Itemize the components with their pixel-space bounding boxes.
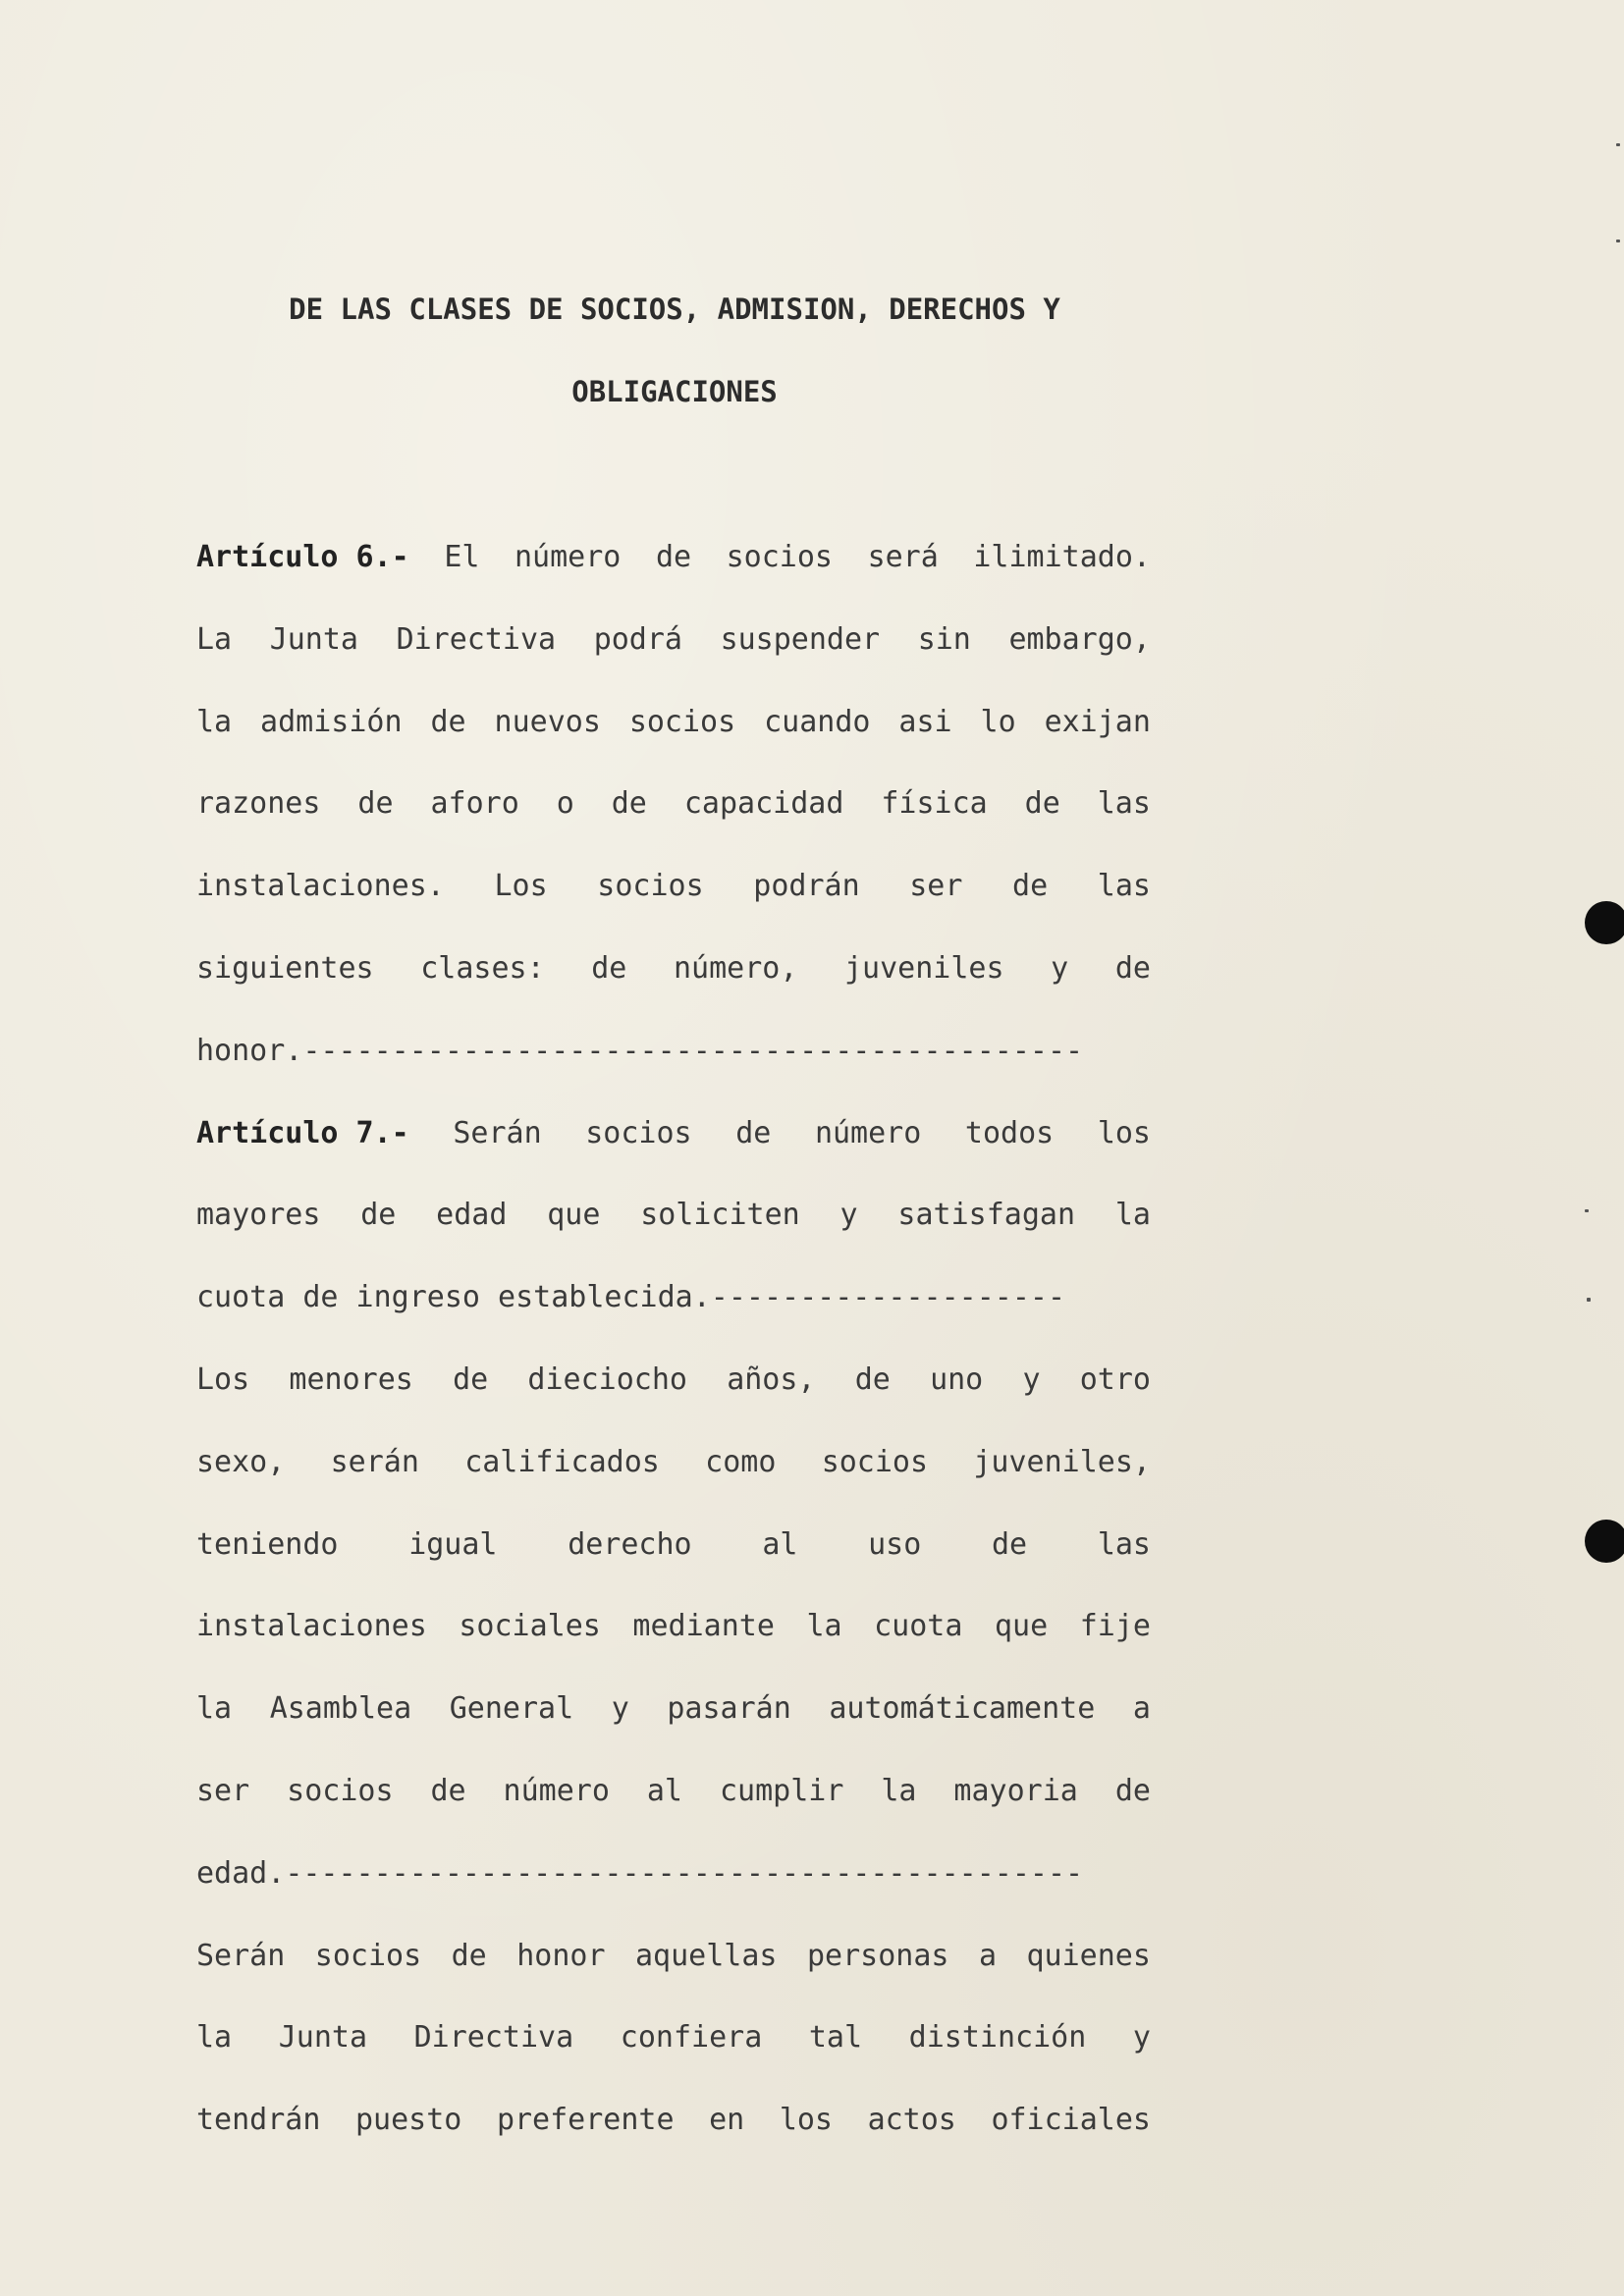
line-text: cuota de ingreso establecida. [196,1280,711,1314]
word: de [992,1527,1028,1562]
word: calificados [464,1445,660,1479]
word: de [430,705,466,739]
word: razones [196,786,321,821]
word: de [453,1362,489,1397]
word: sin [917,622,971,657]
word: de [611,786,647,821]
text-line [196,1937,1151,1976]
word: uso [868,1527,922,1562]
word: y [611,1691,629,1726]
word: de [1114,951,1151,986]
word: admisión [260,705,403,739]
word: lo [980,705,1016,739]
word: menores [289,1362,413,1397]
fill-dashes: -------------------- [710,1280,1066,1314]
word: Serán [453,1116,542,1150]
word: y [1132,2020,1151,2055]
word: todos [964,1116,1055,1150]
word: de [854,1362,891,1397]
text-line [196,538,1151,577]
word: Los [494,869,548,903]
text-line [196,1607,1151,1646]
text-line [196,2018,1151,2057]
word: socios [628,705,736,739]
line-text: honor. [196,1034,303,1068]
word: suspender [720,622,881,657]
word: de [1114,1774,1151,1808]
heading-line-2: OBLIGACIONES [571,375,778,408]
word: que [994,1609,1049,1643]
word: automáticamente [829,1691,1096,1726]
word: confiera [620,2020,763,2055]
word: Junta [278,2020,368,2055]
word: La [196,622,233,657]
word: instalaciones [196,1609,427,1643]
word: las [1097,869,1151,903]
word: mayoria [953,1774,1078,1808]
word: juveniles, [973,1445,1151,1479]
word: uno [930,1362,984,1397]
word: de [360,1198,397,1232]
word: igual [408,1527,498,1562]
punch-hole-top [1585,901,1624,944]
word: serán [330,1445,419,1479]
word: socios [287,1774,394,1808]
word: número, [673,951,798,986]
text-line [196,1114,1151,1153]
word: tendrán [196,2103,321,2137]
word: de [591,951,627,986]
word: siguientes [196,951,374,986]
word: la [1114,1198,1151,1232]
word: será [867,540,939,574]
word: socios [597,869,704,903]
text-line [196,1443,1151,1482]
word: y [1051,951,1069,986]
fill-dashes: --------------------------------------------- [285,1856,1084,1891]
margin-mark [1587,1298,1591,1302]
text-line [196,703,1151,742]
word: de [655,540,692,574]
word: quienes [1026,1939,1151,1973]
word: Directiva [413,2020,574,2055]
word: los [779,2103,833,2137]
word: número [814,1116,922,1150]
word: años, [727,1362,816,1397]
word: al [762,1527,798,1562]
text-line [196,1196,1151,1235]
word: la [196,1691,233,1726]
word: número [514,540,622,574]
word: ilimitado. [973,540,1151,574]
word: puesto [355,2103,462,2137]
word: asi [898,705,952,739]
word: nuevos [494,705,601,739]
word: ser [909,869,963,903]
word: mediante [632,1609,775,1643]
word: podrá [593,622,682,657]
word: número [503,1774,610,1808]
word: la [881,1774,917,1808]
word: las [1097,786,1151,821]
word: capacidad [683,786,844,821]
word: edad [436,1198,508,1232]
word: a [1132,1691,1151,1726]
word: la [806,1609,842,1643]
heading-line-1: DE LAS CLASES DE SOCIOS, ADMISION, DERECHOS Y [289,293,1060,326]
line-text: edad. [196,1856,286,1891]
text-line [196,2101,1151,2140]
word: socios [585,1116,692,1150]
text-line [196,1854,1151,1894]
word: la [196,705,233,739]
word: al [646,1774,682,1808]
word: derecho [568,1527,692,1562]
word: de [735,1116,772,1150]
word: honor [516,1939,606,1973]
word: Directiva [396,622,557,657]
article-number: Artículo 7.- [196,1116,409,1150]
word: de [451,1939,487,1973]
word: dieciocho [527,1362,687,1397]
word: fije [1079,1609,1151,1643]
word: la [196,2020,233,2055]
word: aquellas [635,1939,778,1973]
word: El [444,540,480,574]
punch-hole-bottom [1585,1520,1624,1563]
word: oficiales [991,2103,1151,2137]
word: cuota [874,1609,963,1643]
text-line [196,1772,1151,1811]
word: de [357,786,394,821]
word: cumplir [719,1774,844,1808]
word: y [1022,1362,1041,1397]
word: podrán [753,869,860,903]
word: teniendo [196,1527,339,1562]
word: otro [1079,1362,1151,1397]
text-line [196,784,1151,824]
fill-dashes: -------------------------------------------- [302,1034,1084,1068]
word: o [556,786,574,821]
word: preferente [496,2103,675,2137]
word: socios [821,1445,929,1479]
word: embargo, [1008,622,1151,657]
word: Junta [269,622,358,657]
word: en [709,2103,745,2137]
margin-mark [1616,143,1620,146]
margin-mark [1616,240,1620,242]
word: satisfagan [897,1198,1076,1232]
text-line [196,867,1151,906]
word: sexo, [196,1445,286,1479]
word: instalaciones. [196,869,445,903]
word: Serán [196,1939,286,1973]
word: Asamblea [269,1691,412,1726]
text-line [196,620,1151,660]
word: actos [867,2103,956,2137]
word: distinción [908,2020,1087,2055]
word: ser [196,1774,250,1808]
word: y [839,1198,858,1232]
text-line [196,1689,1151,1729]
word: que [547,1198,601,1232]
word: los [1097,1116,1151,1150]
word: personas [806,1939,949,1973]
word: a [978,1939,997,1973]
word: de [430,1774,466,1808]
word: aforo [430,786,519,821]
text-line [196,1278,1151,1317]
word: tal [808,2020,863,2055]
word: cuando [764,705,871,739]
word: soliciten [640,1198,800,1232]
text-line [196,1032,1151,1071]
text-line [196,1361,1151,1400]
word: socios [314,1939,422,1973]
word: Los [196,1362,250,1397]
word: mayores [196,1198,321,1232]
word: pasarán [667,1691,791,1726]
word: física [881,786,988,821]
word: General [449,1691,574,1726]
word: como [705,1445,777,1479]
word: de [1024,786,1060,821]
text-line [196,1525,1151,1565]
word: sociales [459,1609,601,1643]
margin-mark [1585,1209,1589,1212]
word: socios [726,540,833,574]
article-number: Artículo 6.- [196,540,409,574]
word: las [1097,1527,1151,1562]
word: exijan [1044,705,1151,739]
word: juveniles [844,951,1004,986]
word: de [1012,869,1049,903]
word: clases: [420,951,545,986]
text-line [196,949,1151,988]
